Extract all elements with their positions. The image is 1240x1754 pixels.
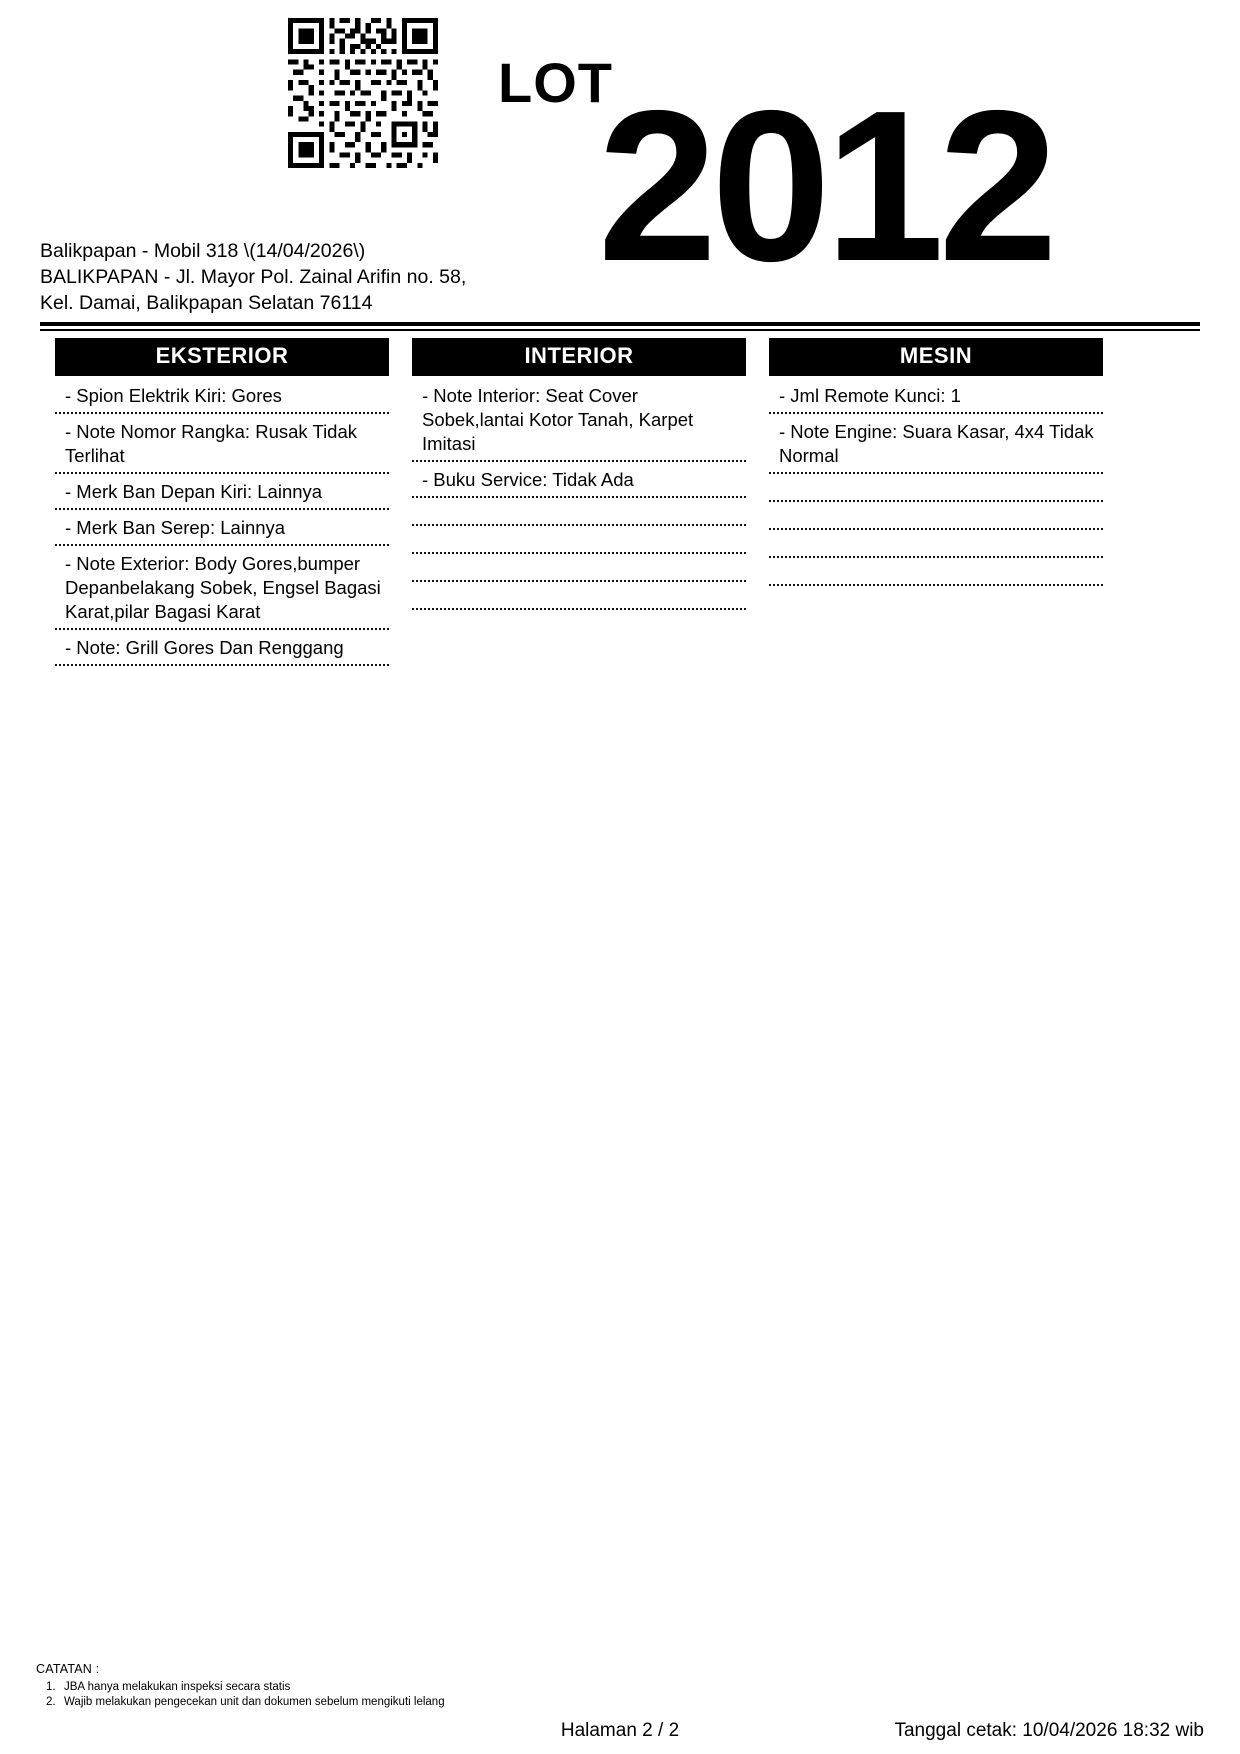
list-item: - Spion Elektrik Kiri: Gores	[55, 378, 389, 414]
list-item	[412, 582, 746, 610]
catatan-item-2-text: Wajib melakukan pengecekan unit dan dokumen sebelum mengikuti lelang	[64, 1696, 445, 1708]
list-item	[769, 558, 1103, 586]
column-items-interior	[412, 378, 746, 610]
catatan-item-2	[46, 1695, 445, 1710]
catatan-item-1	[46, 1680, 445, 1695]
list-item: - Merk Ban Serep: Lainnya	[55, 510, 389, 546]
list-item: - Merk Ban Depan Kiri: Lainnya	[55, 474, 389, 510]
list-item	[769, 530, 1103, 558]
column-eksterior	[55, 338, 389, 666]
column-items-eksterior	[55, 378, 389, 666]
venue-line-3: Kel. Damai, Balikpapan Selatan 76114	[40, 292, 373, 314]
venue-line-2: BALIKPAPAN - Jl. Mayor Pol. Zainal Arifin no. 58,	[40, 266, 467, 288]
print-date: Tanggal cetak: 10/04/2026 18:32 wib	[894, 1720, 1204, 1741]
header-divider-thick	[40, 322, 1200, 326]
list-item	[769, 474, 1103, 502]
qr-code-svg	[288, 18, 438, 168]
list-item	[769, 502, 1103, 530]
catatan-title: CATATAN :	[36, 1662, 100, 1676]
column-interior	[412, 338, 746, 666]
venue-line-1: Balikpapan - Mobil 318 \(14/04/2026\)	[40, 240, 366, 262]
venue-address	[40, 238, 510, 316]
lot-label: LOT	[498, 51, 613, 114]
qr-code-icon	[288, 18, 438, 168]
column-items-mesin	[769, 378, 1103, 586]
list-item: - Note Nomor Rangka: Rusak Tidak Terlihat	[55, 414, 389, 474]
lot-number: 2012	[597, 65, 1052, 306]
list-item	[412, 526, 746, 554]
catatan-item-2-number: 2.	[46, 1696, 56, 1708]
list-item	[412, 498, 746, 526]
column-title-interior: INTERIOR	[412, 338, 746, 376]
catatan-item-1-number: 1.	[46, 1681, 56, 1693]
header-divider-thin	[40, 329, 1200, 331]
list-item: - Jml Remote Kunci: 1	[769, 378, 1103, 414]
page-footer	[0, 1634, 1240, 1754]
column-mesin	[769, 338, 1103, 666]
list-item: - Note: Grill Gores Dan Renggang	[55, 630, 389, 666]
inspection-columns	[0, 338, 1240, 666]
column-title-eksterior: EKSTERIOR	[55, 338, 389, 376]
catatan-item-1-text: JBA hanya melakukan inspeksi secara statis	[64, 1681, 291, 1693]
list-item: - Note Engine: Suara Kasar, 4x4 Tidak Normal	[769, 414, 1103, 474]
list-item: - Buku Service: Tidak Ada	[412, 462, 746, 498]
catatan-list	[46, 1680, 445, 1710]
list-item: - Note Interior: Seat Cover Sobek,lantai Kotor Tanah, Karpet Imitasi	[412, 378, 746, 462]
page-header	[0, 0, 1240, 360]
column-title-mesin: MESIN	[769, 338, 1103, 376]
list-item	[412, 554, 746, 582]
page-number: Halaman 2 / 2	[560, 1720, 680, 1741]
list-item: - Note Exterior: Body Gores,bumper Depanbelakang Sobek, Engsel Bagasi Karat,pilar Bagasi Karat	[55, 546, 389, 630]
